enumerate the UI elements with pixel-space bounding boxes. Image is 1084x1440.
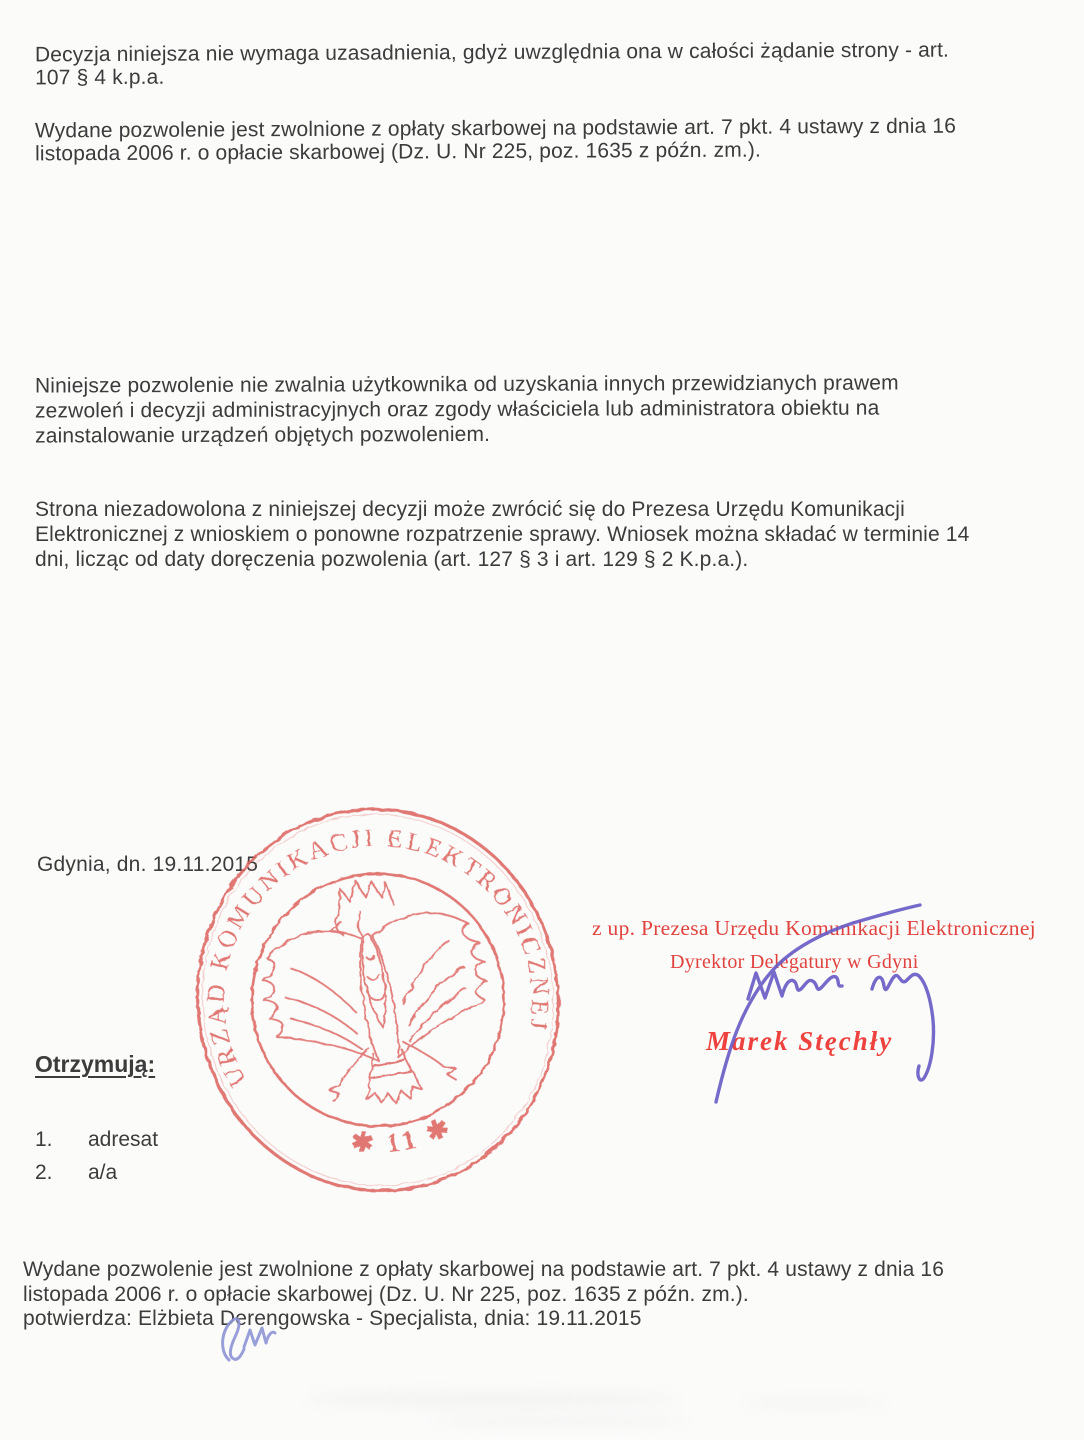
paragraph-line: Decyzja niniejsza nie wymaga uzasadnienia, gdyż uwzględnia ona w całości żądanie strony - art. [34, 38, 950, 67]
paragraph-line: 107 § 4 k.p.a. [35, 65, 165, 90]
paragraph-line: listopada 2006 r. o opłacie skarbowej (Dz. U. Nr 225, poz. 1635 z późn. zm.). [35, 138, 762, 166]
official-round-stamp [178, 800, 578, 1200]
recipient-number: 2. [35, 1161, 53, 1184]
paragraph-line: zainstalowanie urządzeń objętych pozwoleniem. [35, 422, 491, 448]
recipient-label: adresat [88, 1128, 159, 1151]
authority-line-1: z up. Prezesa Urzędu Komunikacji Elektronicznej [592, 916, 1036, 940]
eagle-emblem-icon [247, 860, 507, 1122]
recipients-heading: Otrzymują: [35, 1051, 156, 1077]
paragraph-line: Elektronicznej z wnioskiem o ponowne rozpatrzenie sprawy. Wniosek można składać w terminie 14 [35, 523, 970, 546]
paragraph-permit-scope [35, 370, 899, 448]
signer-name: Marek Stęchły [706, 1026, 894, 1056]
initials-strokes [223, 1319, 275, 1360]
recipient-number: 1. [35, 1128, 53, 1151]
paragraph-fee-exemption [35, 115, 956, 166]
scan-bleedthrough-smudge [740, 1398, 890, 1408]
authority-line-2: Dyrektor Delegatury w Gdyni [670, 951, 919, 973]
stamp-graphic [178, 800, 578, 1200]
place-and-date: Gdynia, dn. 19.11.2015 [37, 853, 259, 876]
handwritten-initials [195, 1305, 285, 1395]
scan-bleedthrough-smudge [300, 1392, 680, 1406]
paragraph-line: zezwoleń i decyzji administracyjnych oraz zgody właściciela lub administratora obiektu na [34, 396, 880, 423]
paragraph-line: Strona niezadowolona z niniejszej decyzji może zwrócić się do Prezesa Urzędu Komunikacji [35, 498, 905, 521]
paragraph-no-justification [35, 39, 949, 90]
paragraph-appeal-rights [35, 497, 969, 572]
recipient-label: a/a [88, 1161, 118, 1184]
stamp-number-text: ✱ 11 ✱ [349, 1110, 458, 1159]
footer-line: Wydane pozwolenie jest zwolnione z opłaty skarbowej na podstawie art. 7 pkt. 4 ustawy z dnia 16 [23, 1258, 945, 1281]
handwritten-signature [690, 875, 970, 1135]
footer-confirmation-block [23, 1258, 944, 1332]
signature-strokes [716, 905, 934, 1102]
footer-line: listopada 2006 r. o opłacie skarbowej (Dz. U. Nr 225, poz. 1635 z późn. zm.). [23, 1282, 749, 1306]
footer-line: potwierdza: Elżbieta Derengowska - Specjalista, dnia: 19.11.2015 [23, 1307, 642, 1330]
paragraph-line: Niniejsze pozwolenie nie zwalnia użytkownika od uzyskania innych przewidzianych prawem [34, 371, 899, 398]
scan-bleedthrough-smudge [430, 1416, 690, 1426]
paragraph-line: dni, licząc od daty doręczenia pozwolenia (art. 127 § 3 i art. 129 § 2 K.p.a.). [35, 548, 749, 571]
stamp-ring-text: URZĄD KOMUNIKACJI ELEKTRONICZNEJ [202, 824, 554, 1091]
paragraph-line: Wydane pozwolenie jest zwolnione z opłaty skarbowej na podstawie art. 7 pkt. 4 ustawy z dnia 16 [34, 114, 957, 143]
